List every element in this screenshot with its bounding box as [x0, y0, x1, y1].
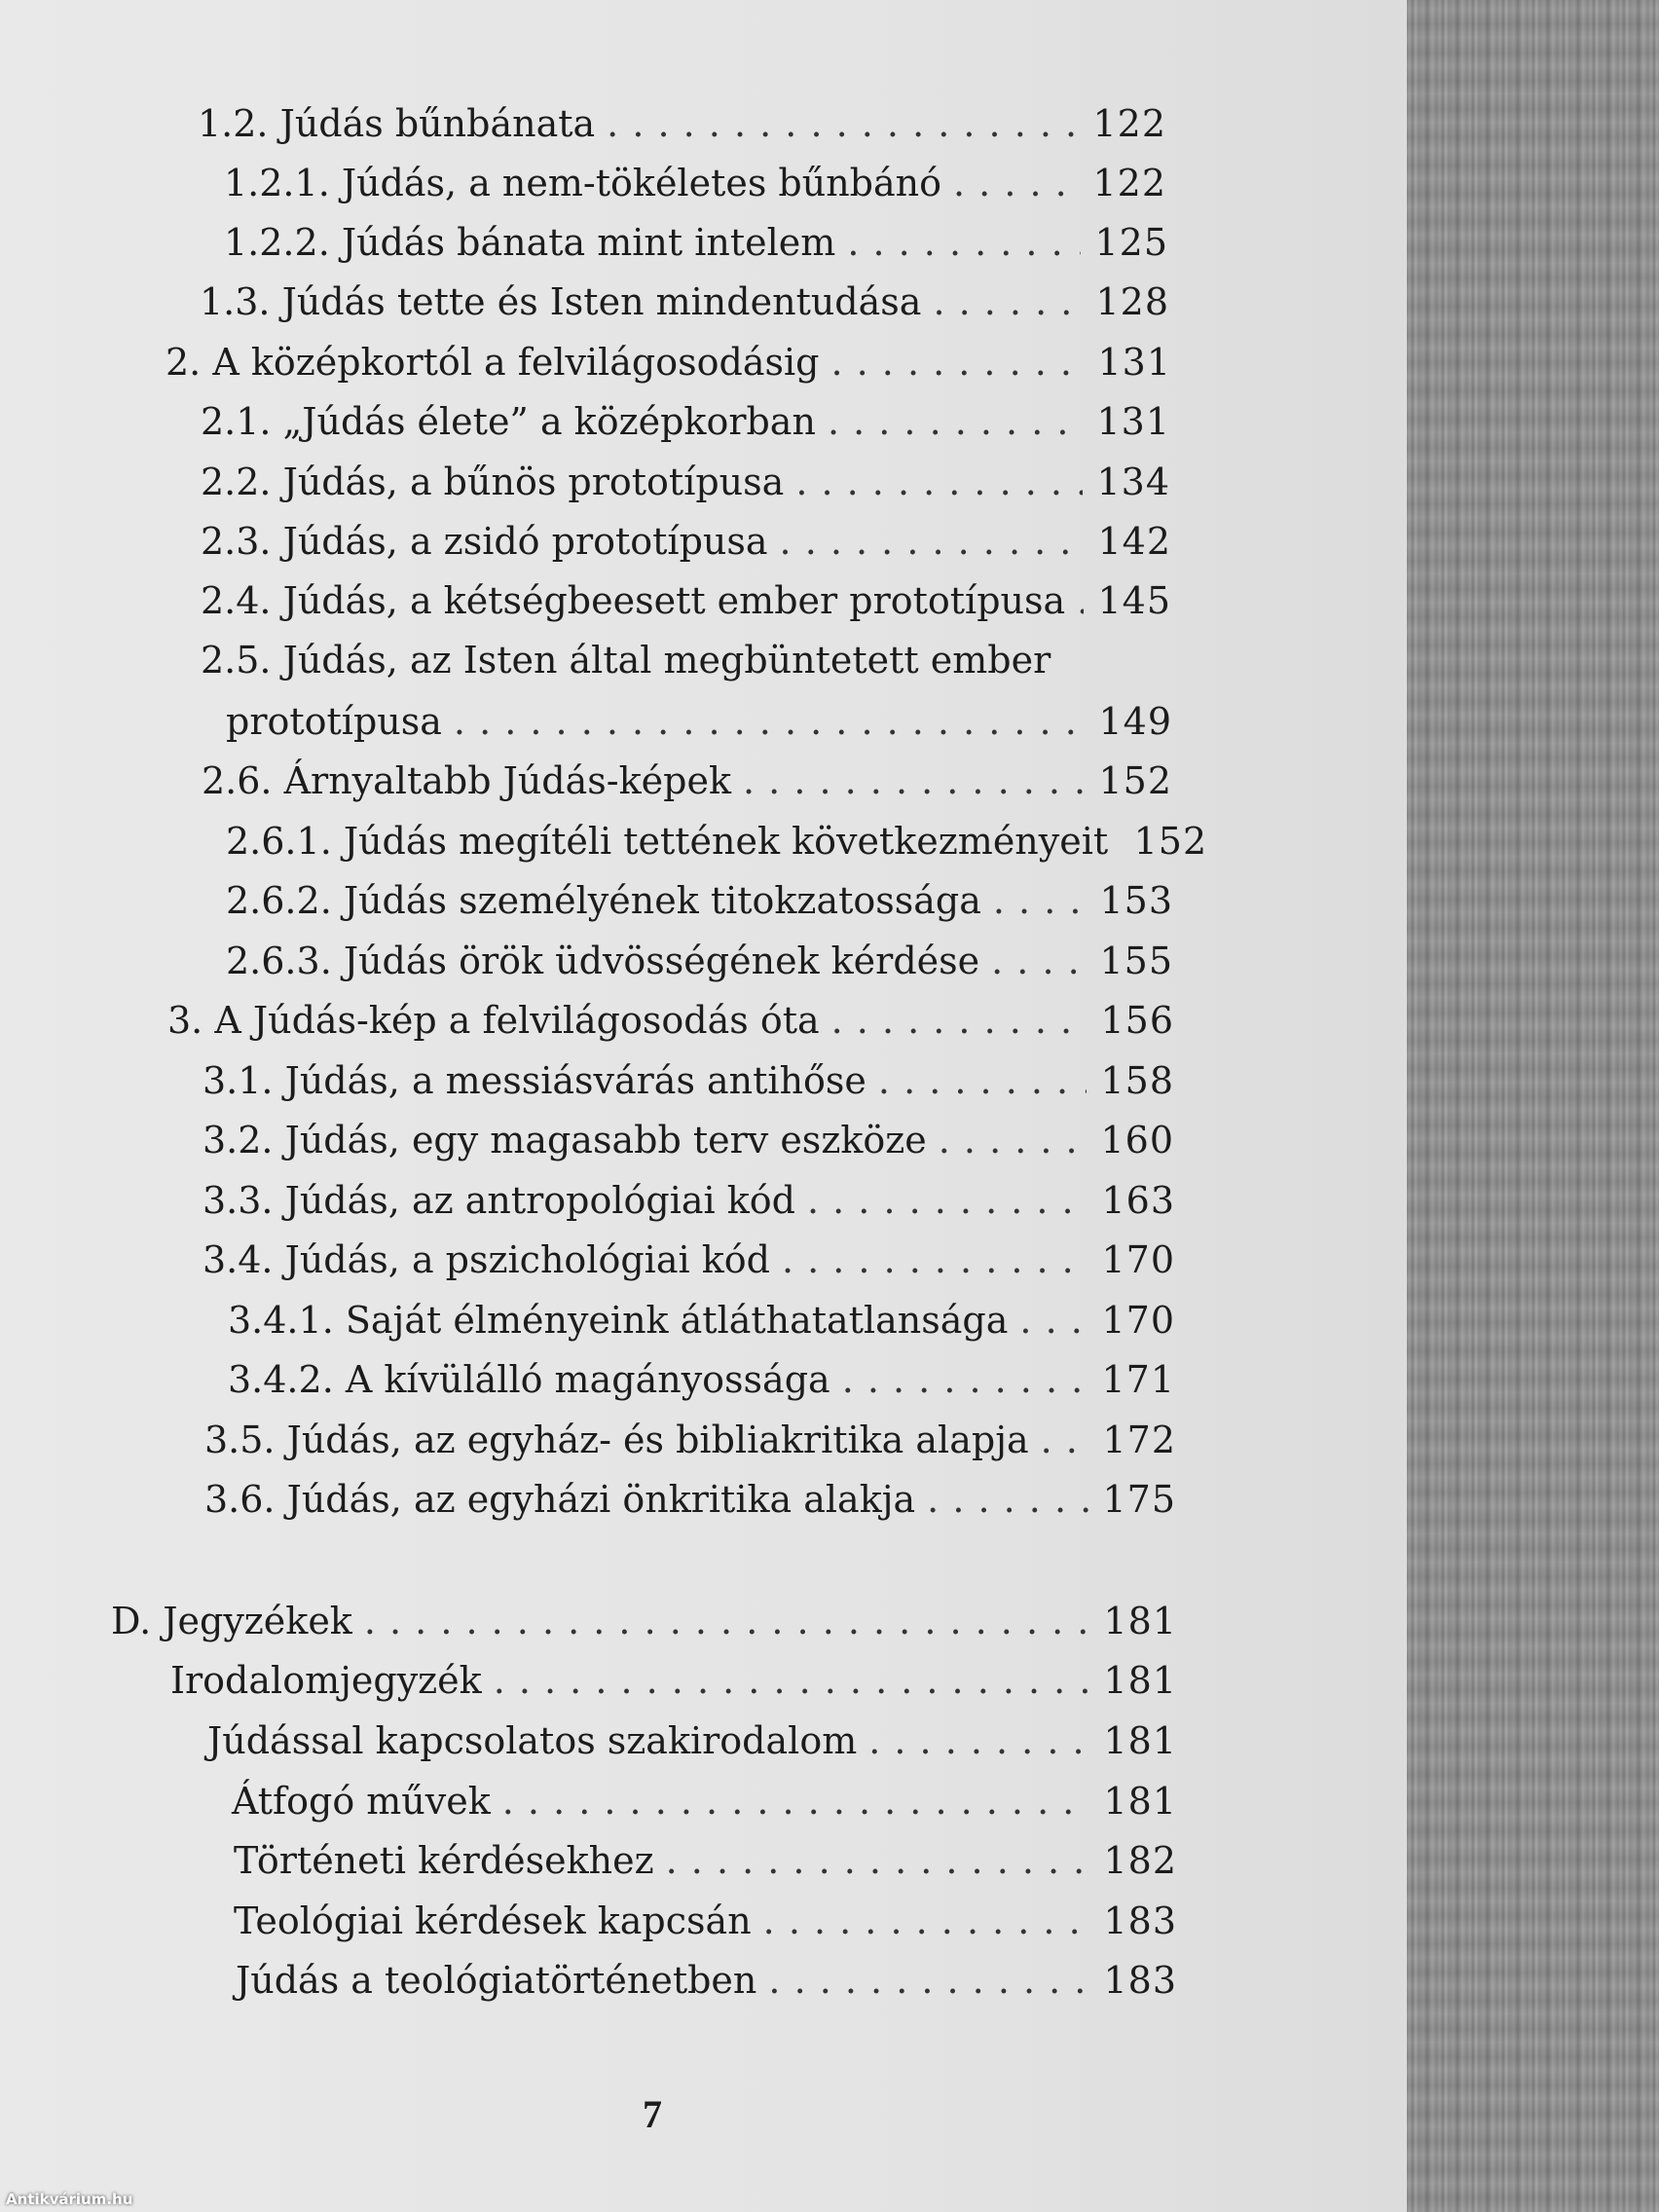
toc-entry — [203, 1058, 1174, 1103]
toc-leader-dots — [939, 1118, 1087, 1162]
toc-entry-label: 1.3. Júdás tette és Isten mindentudása — [200, 280, 922, 323]
toc-leader-dots — [795, 460, 1083, 504]
toc-entry — [226, 878, 1173, 923]
toc-leader-dots — [607, 101, 1079, 146]
toc-entry-page: 170 — [1101, 1299, 1175, 1342]
toc-entry-page: 149 — [1098, 700, 1172, 743]
toc-entry-label: 2.2. Júdás, a bűnös prototípusa — [201, 461, 785, 503]
toc-entry-page: 183 — [1103, 1899, 1177, 1942]
toc-entry — [170, 1658, 1177, 1703]
toc-entry-label: 3.5. Júdás, az egyház- és bibliakritika alapja — [204, 1419, 1029, 1461]
toc-entry-label: 2.6.3. Júdás örök üdvösségének kérdése — [226, 940, 980, 982]
toc-leader-dots — [1041, 1418, 1088, 1462]
toc-entry-label: 3.4.1. Saját élményeink átláthatatlansága — [228, 1299, 1009, 1342]
toc-entry — [226, 699, 1172, 744]
toc-entry — [111, 1599, 1177, 1643]
toc-leader-dots — [831, 998, 1087, 1043]
toc-entry-page: 152 — [1098, 759, 1172, 802]
toc-entry-page: 170 — [1101, 1238, 1175, 1281]
toc-entry-label: 2. A középkortól a felvilágosodásig — [166, 341, 820, 384]
toc-leader-dots — [454, 699, 1085, 744]
toc-entry-page: 128 — [1095, 280, 1169, 323]
toc-entry-label: 2.5. Júdás, az Isten által megbüntetett ember — [201, 639, 1051, 682]
toc-entry-page: 172 — [1102, 1419, 1176, 1461]
toc-leader-dots — [364, 1599, 1089, 1643]
toc-leader-dots — [868, 1718, 1089, 1763]
toc-entry — [203, 1118, 1174, 1162]
toc-entry — [226, 939, 1173, 983]
toc-entry-page: 160 — [1100, 1119, 1174, 1161]
toc-leader-dots — [828, 399, 1083, 444]
toc-entry-label: 1.2. Júdás bűnbánata — [198, 102, 596, 145]
toc-leader-dots — [847, 220, 1081, 265]
toc-entry — [201, 578, 1171, 623]
toc-entry-page: 181 — [1103, 1780, 1177, 1823]
toc-entry-label: 3.1. Júdás, a messiásvárás antihőse — [203, 1059, 866, 1102]
toc-entry-page: 152 — [1133, 820, 1208, 863]
toc-entry-page: 163 — [1101, 1179, 1175, 1222]
toc-entry-label: Júdás a teológiatörténetben — [236, 1959, 757, 2002]
toc-entry — [203, 1237, 1175, 1282]
toc-entry-page: 175 — [1102, 1478, 1176, 1521]
toc-entry-page: 142 — [1097, 520, 1171, 563]
toc-entry-page: 131 — [1097, 341, 1171, 384]
toc-entry — [232, 1779, 1177, 1824]
toc-entry-page: 122 — [1092, 102, 1166, 145]
toc-entry-page: 145 — [1097, 579, 1171, 622]
toc-entry-label: 2.3. Júdás, a zsidó prototípusa — [201, 520, 768, 563]
toc-entry-label: Júdással kapcsolatos szakirodalom — [207, 1719, 858, 1762]
toc-entry-page: 156 — [1100, 999, 1174, 1042]
toc-entry-page: 134 — [1096, 461, 1170, 503]
toc-entry-page: 181 — [1103, 1600, 1177, 1642]
toc-entry-label: Irodalomjegyzék — [170, 1659, 482, 1702]
toc-entry-label: 3. A Júdás-kép a felvilágosodás óta — [167, 999, 820, 1042]
page-number: 7 — [643, 2092, 662, 2136]
toc-entry-page: 155 — [1099, 940, 1173, 982]
toc-leader-dots — [830, 340, 1084, 385]
toc-leader-dots — [842, 1357, 1088, 1402]
toc-entry-page: 158 — [1100, 1059, 1174, 1102]
toc-leader-dots — [494, 1658, 1089, 1703]
toc-leader-dots — [878, 1058, 1087, 1103]
toc-entry — [234, 1899, 1177, 1943]
toc-entry — [167, 998, 1174, 1043]
toc-entry — [228, 1298, 1175, 1343]
toc-entry — [201, 519, 1171, 564]
toc-entry — [203, 1178, 1175, 1223]
book-binding-edge — [1407, 0, 1659, 2212]
toc-entry — [228, 1357, 1175, 1402]
toc-entry-page: 181 — [1103, 1719, 1177, 1762]
toc-entry-page: 182 — [1103, 1839, 1177, 1882]
toc-leader-dots — [768, 1958, 1089, 2003]
toc-entry-page: 171 — [1101, 1358, 1175, 1401]
toc-entry — [201, 460, 1170, 504]
toc-entry — [202, 758, 1172, 803]
toc-entry — [166, 340, 1171, 385]
toc-entry — [204, 1418, 1176, 1462]
toc-entry — [201, 399, 1170, 444]
toc-entry-label: 1.2.2. Júdás bánata mint intelem — [224, 221, 836, 264]
toc-entry-label: Teológiai kérdések kapcsán — [234, 1899, 752, 1942]
toc-entry-label: 3.4. Júdás, a pszichológiai kód — [203, 1238, 770, 1281]
toc-entry-label: 2.1. „Júdás élete” a középkorban — [201, 400, 816, 443]
toc-leader-dots — [763, 1899, 1089, 1943]
toc-leader-dots — [807, 1178, 1088, 1223]
toc-entry-page: 122 — [1092, 162, 1166, 204]
toc-leader-dots — [502, 1779, 1089, 1824]
toc-entry-label: 3.6. Júdás, az egyházi önkritika alakja — [204, 1478, 916, 1521]
toc-entry — [207, 1718, 1177, 1763]
toc-leader-dots — [743, 758, 1085, 803]
toc-leader-dots — [1077, 578, 1084, 623]
toc-leader-dots — [927, 1477, 1088, 1522]
toc-entry — [234, 1838, 1177, 1883]
toc-entry-label: 3.3. Júdás, az antropológiai kód — [203, 1179, 795, 1222]
toc-entry-label: D. Jegyzékek — [111, 1600, 352, 1642]
toc-entry-label: 2.6.1. Júdás megítéli tettének következményeit — [226, 820, 1109, 863]
toc-entry-page: 153 — [1099, 879, 1173, 922]
toc-leader-dots — [1019, 1298, 1088, 1343]
toc-entry — [198, 101, 1166, 146]
toc-entry-label: 1.2.1. Júdás, a nem-tökéletes bűnbánó — [224, 162, 942, 204]
toc-entry — [204, 1477, 1176, 1522]
toc-entry-label: 3.2. Júdás, egy magasabb terv eszköze — [203, 1119, 927, 1161]
toc-entry-label: Történeti kérdésekhez — [234, 1839, 654, 1882]
toc-leader-dots — [933, 279, 1082, 324]
toc-entry-page: 131 — [1096, 400, 1170, 443]
toc-leader-dots — [780, 519, 1084, 564]
toc-leader-dots — [666, 1838, 1089, 1883]
toc-leader-dots — [991, 939, 1086, 983]
toc-entry-label: prototípusa — [226, 700, 442, 743]
toc-leader-dots — [953, 161, 1079, 205]
toc-entry-label: 3.4.2. A kívülálló magányossága — [228, 1358, 830, 1401]
toc-entry — [224, 161, 1166, 205]
toc-entry-page: 125 — [1094, 221, 1168, 264]
toc-entry — [201, 638, 1051, 682]
watermark: Antikvárium.hu — [6, 2191, 133, 2208]
toc-entry-label: 2.6.2. Júdás személyének titokzatossága — [226, 879, 981, 922]
toc-entry-page: 183 — [1103, 1959, 1177, 2002]
toc-entry — [236, 1958, 1177, 2003]
toc-entry — [200, 279, 1169, 324]
toc-leader-dots — [993, 878, 1086, 923]
toc-entry-label: 2.4. Júdás, a kétségbeesett ember prototípusa — [201, 579, 1066, 622]
toc-leader-dots — [782, 1237, 1088, 1282]
toc-entry — [226, 819, 1208, 864]
toc-entry-label: 2.6. Árnyaltabb Júdás-képek — [202, 759, 731, 802]
toc-entry-label: Átfogó művek — [232, 1780, 491, 1823]
toc-entry — [224, 220, 1168, 265]
toc-entry-page: 181 — [1103, 1659, 1177, 1702]
